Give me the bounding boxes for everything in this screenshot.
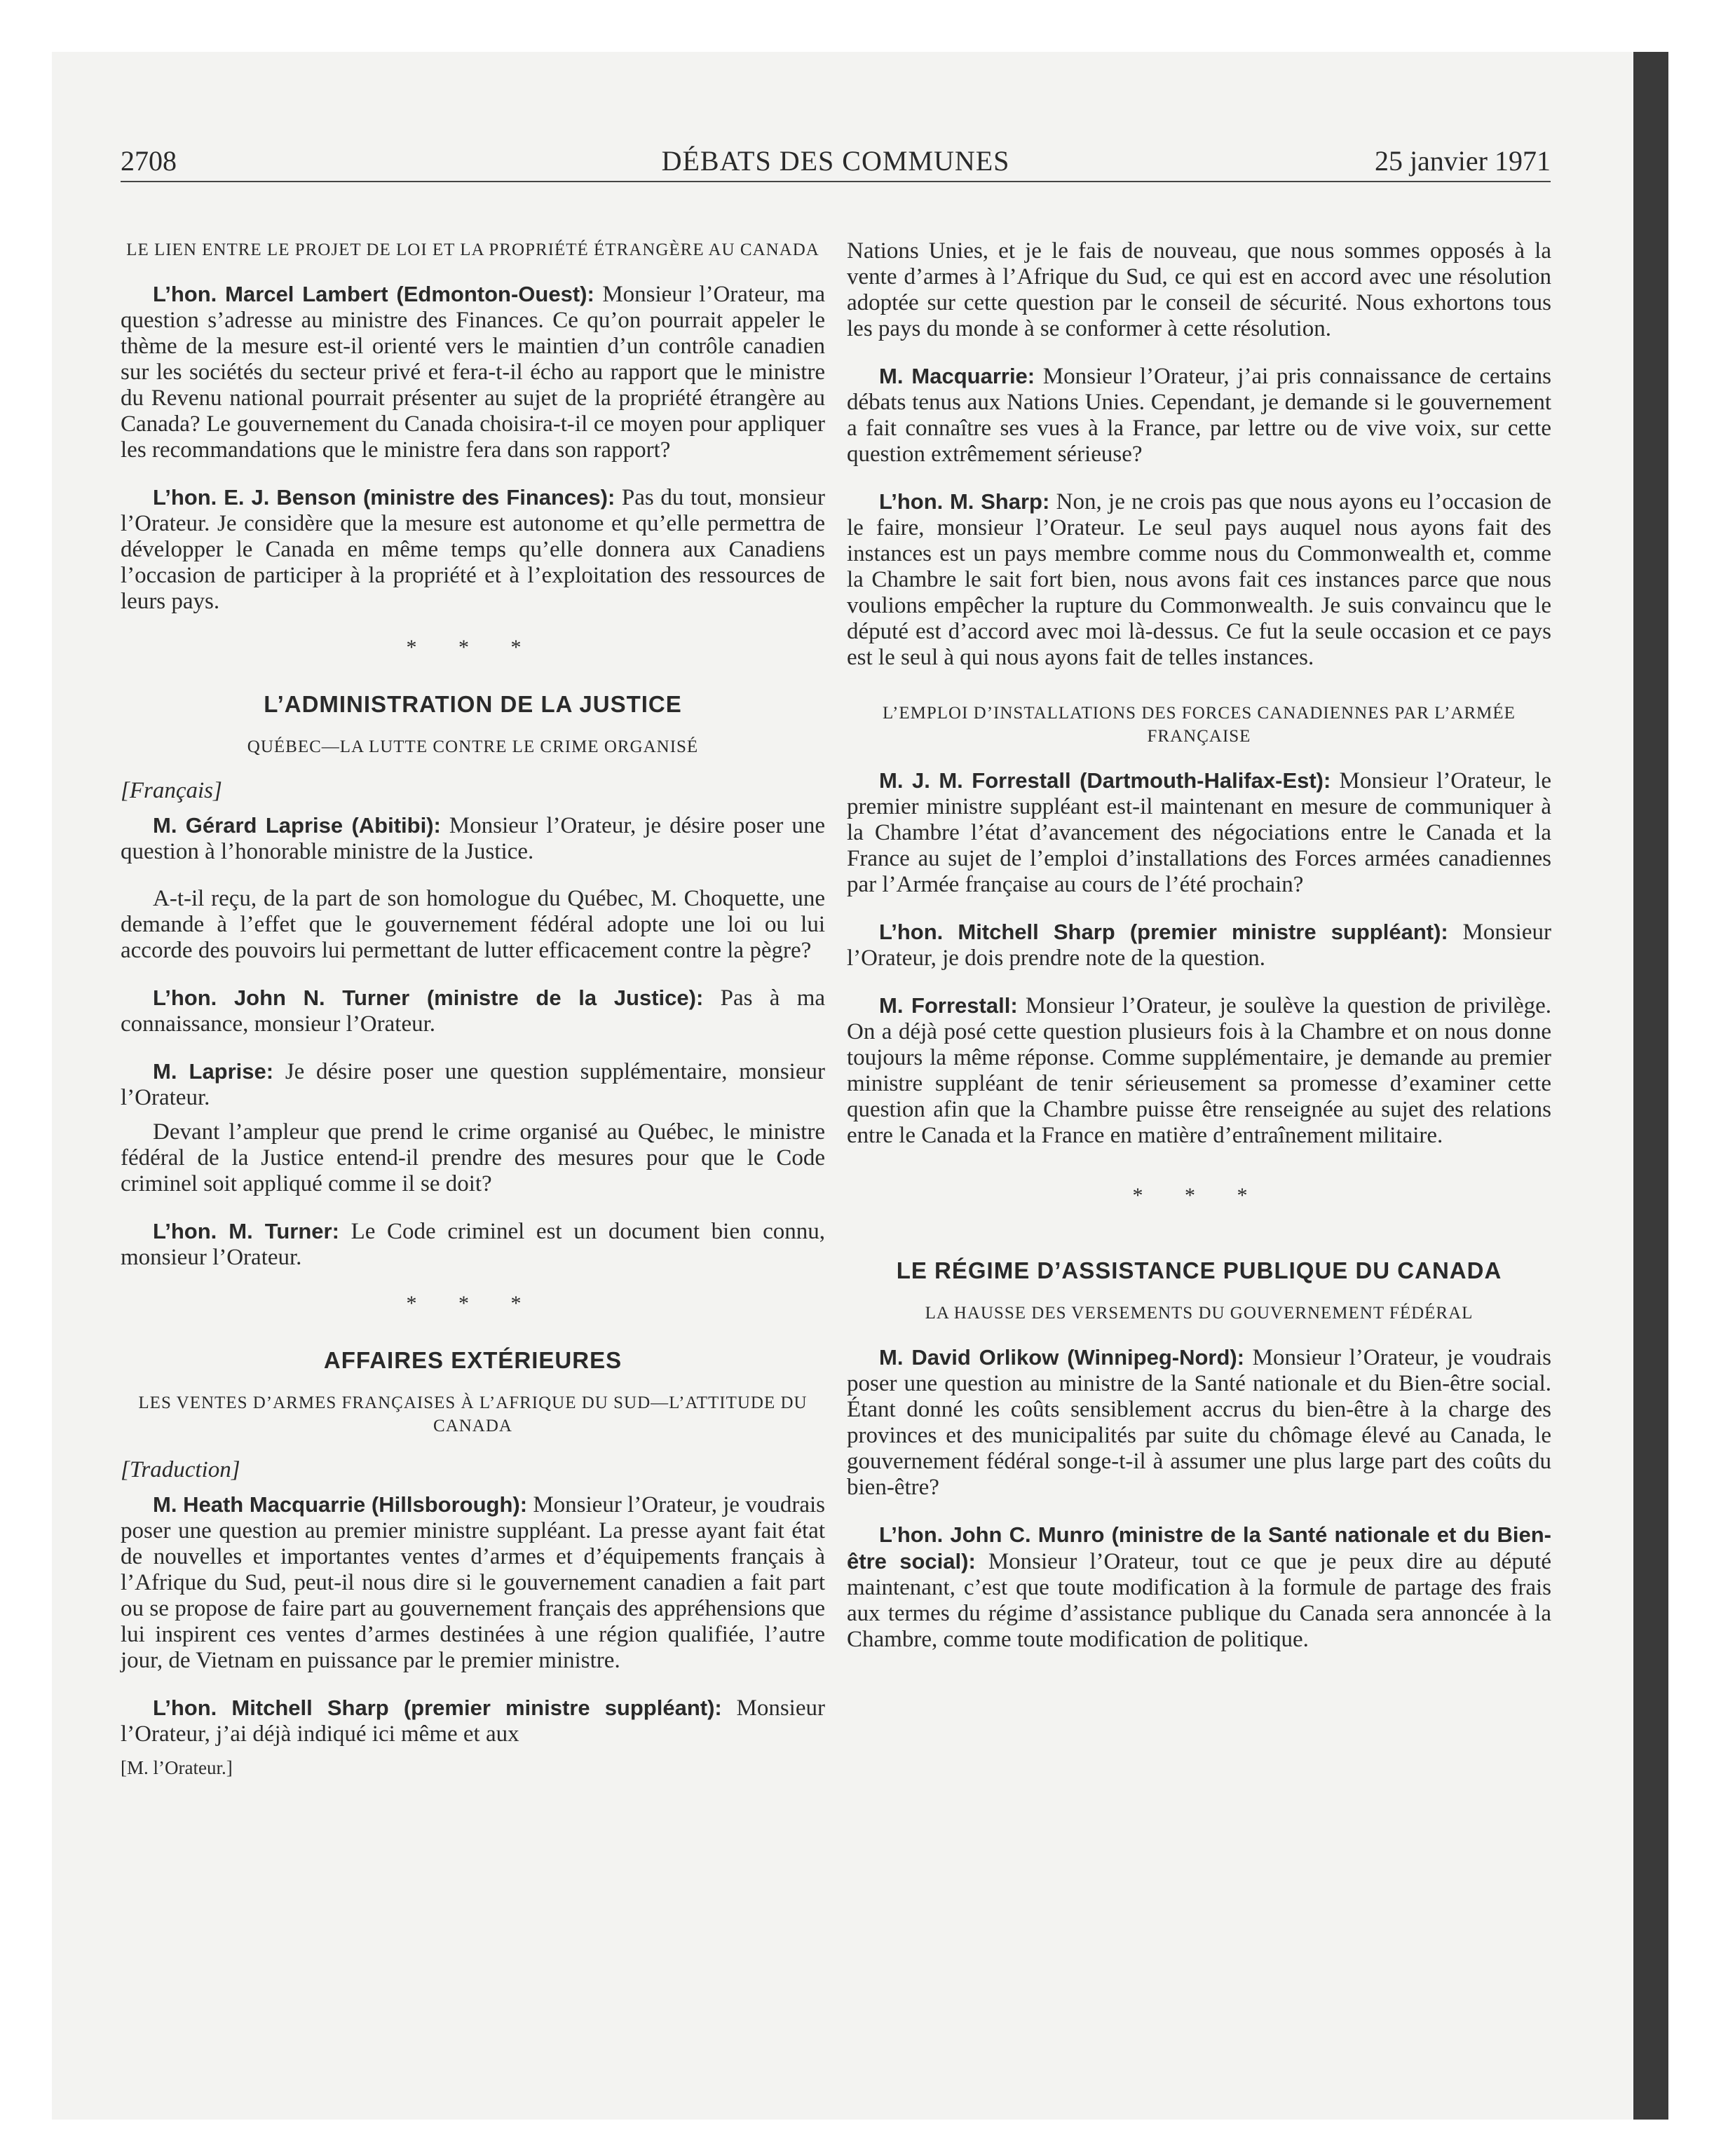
paragraph-text: Non, je ne crois pas que nous ayons eu l’occasion de le faire, monsieur l’Orateur. Le seul pays auquel nous ayons fait des instances est un pays membre comme nous du Commonwealth et, comme la Chambre le sait fort bien, nous avons fait ces instances parce que nous voulions empêcher la rupture du Commonwealth. Je suis convaincu que le député est d’accord avec moi là-dessus. Ce fut la seule occasion et ce pays est le seul à qui nous ayons fait de telles instances. (847, 489, 1552, 670)
paragraph: Devant l’ampleur que prend le crime organisé au Québec, le ministre fédéral de la Justice entend-il prendre des mesures pour que le Code criminel soit appliqué comme il se doit? (121, 1119, 825, 1196)
paragraph (121, 1058, 825, 1111)
speaker: L’hon. M. Turner: (153, 1219, 339, 1243)
paragraph (121, 985, 825, 1037)
paragraph (847, 1344, 1551, 1501)
paragraph (847, 1522, 1551, 1653)
right-column (847, 238, 1551, 1674)
paragraph-text: Monsieur l’Orateur, je dois prendre note de la question. (847, 920, 1551, 971)
section-subheading: LES VENTES D’ARMES FRANÇAISES À L’AFRIQUE DU SUD—L’ATTITUDE DU CANADA (138, 1393, 808, 1435)
paragraph (847, 363, 1551, 468)
publication-title: DÉBATS DES COMMUNES (661, 145, 1010, 177)
paragraph-text: Monsieur l’Orateur, le premier ministre suppléant est-il maintenant en mesure de communiquer à la Chambre l’état d’avancement des négociations entre le Canada et la France au sujet de l’emploi d’installations des Forces armées canadiennes par l’Armée française au cours de l’été prochain? (847, 768, 1551, 897)
paragraph (121, 812, 825, 865)
paragraph: Nations Unies, et je le fais de nouveau, que nous sommes opposés à la vente d’armes à l’Afrique du Sud, ce qui est en accord avec une résolution adoptée sur cette question par le conseil de sécurité. Nous exhortons tous les pays du monde à se conformer à cette résolution. (847, 238, 1551, 341)
page-number: 2708 (121, 145, 177, 177)
paragraph (847, 489, 1551, 671)
speaker: M. Macquarrie: (879, 364, 1035, 388)
speaker: M. Gérard Laprise (Abitibi): (153, 813, 441, 838)
paragraph-text: Monsieur l’Orateur, je voudrais poser une question au ministre de la Santé nationale et du Bien-être social. Étant donné les coûts sensiblement accrus du bien-être à la charge des provinces et des municipalités par suite du chômage élevé au Canada, le gouvernement fédéral songe-t-il à assumer une plus large part des coûts du bien-être? (847, 1345, 1552, 1500)
section-divider: * * * (406, 636, 540, 659)
paragraph-text: Monsieur l’Orateur, je soulève la question de privilège. On a déjà posé cette question plusieurs fois à la Chambre et on nous donne toujours la même réponse. Comme supplémentaire, je demande au premier ministre suppléant de tenir sérieusement sa promesse d’examiner cette question afin que la Chambre puisse être renseignée au sujet des relations entre le Canada et la France en matière d’entraînement militaire. (847, 993, 1552, 1148)
section-heading: LE RÉGIME D’ASSISTANCE PUBLIQUE DU CANADA (896, 1257, 1502, 1283)
paragraph (121, 1492, 825, 1674)
speaker: L’hon. E. J. Benson (ministre des Finances): (153, 485, 615, 510)
speaker: L’hon. John C. Munro (ministre de la Santé nationale et du Bien-être social): (847, 1522, 1551, 1574)
page-footer-note: [M. l’Orateur.] (121, 1757, 233, 1778)
speaker: L’hon. Mitchell Sharp (premier ministre suppléant): (879, 920, 1448, 944)
paragraph (121, 1695, 825, 1747)
paragraph-text: Monsieur l’Orateur, je voudrais poser une question au premier ministre suppléant. La presse ayant fait état de nouvelles et importantes ventes d’armes et d’équipements français à l’Afrique du Sud, peut-il nous dire si le gouvernement canadien a fait part ou se propose de faire part au gouvernement français des appréhensions que lui inspirent ces ventes d’armes destinées à une région qualifiée, l’autre jour, de Vietnam en puissance par le premier ministre. (121, 1492, 826, 1673)
left-column (121, 238, 825, 1780)
language-note: [Traduction] (121, 1457, 240, 1482)
section-subheading: QUÉBEC—LA LUTTE CONTRE LE CRIME ORGANISÉ (247, 737, 699, 756)
section-subheading: LE LIEN ENTRE LE PROJET DE LOI ET LA PROPRIÉTÉ ÉTRANGÈRE AU CANADA (126, 240, 819, 259)
speaker: M. J. M. Forrestall (Dartmouth-Halifax-Est): (879, 768, 1331, 793)
paragraph (121, 484, 825, 615)
section-divider: * * * (406, 1292, 540, 1315)
paragraph-text: Monsieur l’Orateur, ma question s’adresse au ministre des Finances. Ce qu’on pourrait appeler le thème de la mesure est-il orienté vers le maintien d’un contrôle canadien sur les sociétés du secteur privé et fera-t-il écho au rapport que le ministre du Revenu national pourrait présenter au sujet de la propriété étrangère au Canada? Le gouvernement du Canada choisira-t-il ce moyen pour appliquer les recommandations que le ministre fera dans son rapport? (121, 282, 825, 463)
speaker: L’hon. John N. Turner (ministre de la Justice): (153, 985, 704, 1010)
paragraph-text: Pas du tout, monsieur l’Orateur. Je considère que la mesure est autonome et qu’elle permettra de développer le Canada en même temps qu’elle donnera aux Canadiens l’occasion de participer à la propriété et à l’exploitation des ressources de leurs pays. (121, 485, 826, 614)
section-subheading: L’EMPLOI D’INSTALLATIONS DES FORCES CANADIENNES PAR L’ARMÉE FRANÇAISE (883, 704, 1516, 746)
paragraph-text: Monsieur l’Orateur, j’ai déjà indiqué ici même et aux (121, 1696, 825, 1747)
header-rule (121, 181, 1551, 182)
paragraph (847, 767, 1551, 898)
paragraph-text: Monsieur l’Orateur, j’ai pris connaissance de certains débats tenus aux Nations Unies. Cependant, je demande si le gouvernement a fait connaître ses vues à la France, par lettre ou de vive voix, sur cette question extrêmement sérieuse? (847, 364, 1551, 467)
speaker: M. Forrestall: (879, 993, 1018, 1018)
paragraph-text: Monsieur l’Orateur, je désire poser une question à l’honorable ministre de la Justice. (121, 813, 825, 864)
section-heading: AFFAIRES EXTÉRIEURES (323, 1347, 622, 1373)
speaker: L’hon. Marcel Lambert (Edmonton-Ouest): (153, 282, 594, 306)
language-note: [Français] (121, 778, 222, 803)
section-subheading: LA HAUSSE DES VERSEMENTS DU GOUVERNEMENT FÉDÉRAL (925, 1304, 1474, 1323)
paragraph-text: Monsieur l’Orateur, tout ce que je peux dire au député maintenant, c’est que toute modification à la formule de partage des frais aux termes du régime d’assistance publique du Canada sera annoncée à la Chambre, comme toute modification de politique. (847, 1549, 1552, 1652)
paragraph-text: Pas à ma connaissance, monsieur l’Orateur. (121, 985, 826, 1037)
section-divider: * * * (1132, 1184, 1266, 1207)
page-date: 25 janvier 1971 (1374, 145, 1551, 177)
paragraph-text: Je désire poser une question supplémentaire, monsieur l’Orateur. (121, 1059, 825, 1110)
paragraph (847, 992, 1551, 1149)
paragraph (847, 919, 1551, 971)
speaker: L’hon. M. Sharp: (879, 489, 1050, 514)
speaker: M. Laprise: (153, 1059, 274, 1084)
section-heading: L’ADMINISTRATION DE LA JUSTICE (264, 691, 682, 717)
paragraph (121, 1218, 825, 1271)
paragraph (121, 281, 825, 463)
paragraph-text: Le Code criminel est un document bien connu, monsieur l’Orateur. (121, 1219, 826, 1270)
speaker: M. Heath Macquarrie (Hillsborough): (153, 1492, 528, 1517)
paragraph: A-t-il reçu, de la part de son homologue du Québec, M. Choquette, une demande à l’effet que le gouvernement fédéral adopte une loi ou lui accorde des pouvoirs lui permettant de lutter efficacement contre la pègre? (121, 886, 825, 963)
page-header (121, 140, 1551, 182)
speaker: L’hon. Mitchell Sharp (premier ministre suppléant): (153, 1696, 722, 1720)
speaker: M. David Orlikow (Winnipeg-Nord): (879, 1345, 1245, 1370)
scan-edge-shadow (1633, 52, 1668, 2120)
